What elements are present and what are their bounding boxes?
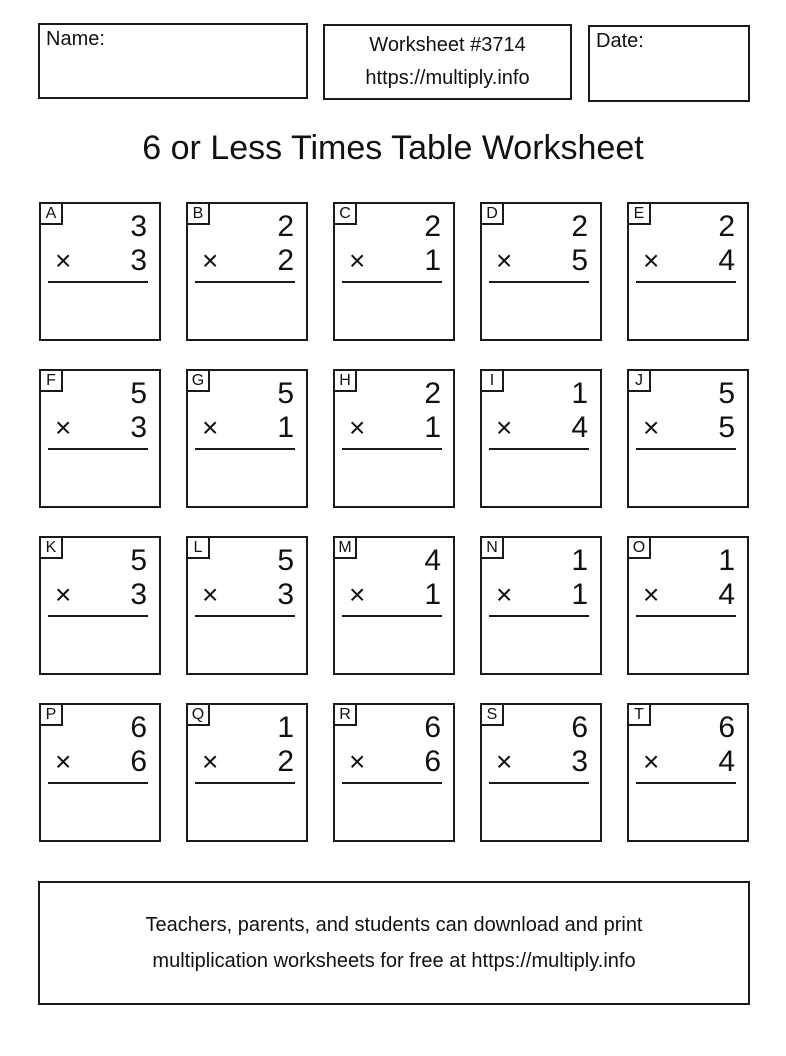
multiply-sign-icon: × <box>202 245 219 276</box>
problem-letter-badge: T <box>627 703 651 726</box>
problem-letter-badge: C <box>333 202 357 225</box>
problem-cell <box>480 369 602 508</box>
multiplier: 6 <box>130 745 147 778</box>
answer-line <box>342 281 442 283</box>
problem-cell <box>186 369 308 508</box>
problem-cell <box>333 703 455 842</box>
problem-letter-badge: O <box>627 536 651 559</box>
multiply-sign-icon: × <box>202 579 219 610</box>
multiplicand: 5 <box>130 544 147 577</box>
multiplier: 1 <box>277 411 294 444</box>
multiplier: 1 <box>571 578 588 611</box>
answer-line <box>342 615 442 617</box>
answer-line <box>489 448 589 450</box>
multiplier: 4 <box>718 745 735 778</box>
multiply-sign-icon: × <box>202 412 219 443</box>
multiplier: 3 <box>571 745 588 778</box>
problem-cell <box>480 536 602 675</box>
multiply-sign-icon: × <box>55 746 72 777</box>
problem-letter-badge: N <box>480 536 504 559</box>
multiply-sign-icon: × <box>496 412 513 443</box>
multiplicand: 2 <box>424 377 441 410</box>
page-title: 6 or Less Times Table Worksheet <box>142 129 644 167</box>
multiplicand: 3 <box>130 210 147 243</box>
answer-line <box>636 448 736 450</box>
problem-cell <box>627 202 749 341</box>
multiplicand: 1 <box>571 544 588 577</box>
problem-letter-badge: I <box>480 369 504 392</box>
answer-line <box>195 448 295 450</box>
multiply-sign-icon: × <box>496 245 513 276</box>
multiplier: 3 <box>130 411 147 444</box>
multiply-sign-icon: × <box>643 579 660 610</box>
multiply-sign-icon: × <box>55 245 72 276</box>
multiplicand: 5 <box>718 377 735 410</box>
answer-line <box>489 615 589 617</box>
multiplier: 4 <box>718 244 735 277</box>
problem-cell <box>186 536 308 675</box>
multiply-sign-icon: × <box>496 746 513 777</box>
multiply-sign-icon: × <box>55 579 72 610</box>
multiply-sign-icon: × <box>643 245 660 276</box>
answer-line <box>48 615 148 617</box>
multiplier: 4 <box>571 411 588 444</box>
footer-line1: Teachers, parents, and students can download and print <box>145 914 643 936</box>
problem-cell <box>39 202 161 341</box>
multiplicand: 4 <box>424 544 441 577</box>
problem-cell <box>333 369 455 508</box>
date-field-box <box>588 25 750 102</box>
multiply-sign-icon: × <box>202 746 219 777</box>
multiplier: 2 <box>277 244 294 277</box>
multiplicand: 2 <box>718 210 735 243</box>
problem-cell <box>333 202 455 341</box>
problem-cell <box>39 536 161 675</box>
multiplier: 5 <box>718 411 735 444</box>
answer-line <box>48 448 148 450</box>
multiply-sign-icon: × <box>496 579 513 610</box>
problem-letter-badge: E <box>627 202 651 225</box>
multiplicand: 2 <box>277 210 294 243</box>
multiplier: 6 <box>424 745 441 778</box>
answer-line <box>342 782 442 784</box>
problem-cell <box>480 202 602 341</box>
multiplicand: 5 <box>277 544 294 577</box>
problem-letter-badge: S <box>480 703 504 726</box>
multiplicand: 1 <box>277 711 294 744</box>
multiply-sign-icon: × <box>643 746 660 777</box>
problem-cell <box>186 703 308 842</box>
problem-letter-badge: F <box>39 369 63 392</box>
multiplicand: 6 <box>571 711 588 744</box>
multiplicand: 6 <box>424 711 441 744</box>
multiplicand: 5 <box>130 377 147 410</box>
problem-cell <box>627 703 749 842</box>
answer-line <box>636 782 736 784</box>
problem-letter-badge: Q <box>186 703 210 726</box>
answer-line <box>636 615 736 617</box>
name-label: Name: <box>46 28 105 50</box>
multiply-sign-icon: × <box>349 746 366 777</box>
answer-line <box>342 448 442 450</box>
multiplier: 3 <box>277 578 294 611</box>
multiplier: 1 <box>424 578 441 611</box>
problem-letter-badge: P <box>39 703 63 726</box>
problem-letter-badge: D <box>480 202 504 225</box>
answer-line <box>489 782 589 784</box>
multiply-sign-icon: × <box>349 579 366 610</box>
multiply-sign-icon: × <box>643 412 660 443</box>
answer-line <box>48 782 148 784</box>
problem-letter-badge: K <box>39 536 63 559</box>
name-field-box <box>38 23 308 99</box>
multiplier: 3 <box>130 244 147 277</box>
problem-letter-badge: R <box>333 703 357 726</box>
problem-cell <box>186 202 308 341</box>
problem-cell <box>480 703 602 842</box>
multiplier: 1 <box>424 244 441 277</box>
multiply-sign-icon: × <box>55 412 72 443</box>
problem-cell <box>627 369 749 508</box>
multiplier: 2 <box>277 745 294 778</box>
answer-line <box>195 615 295 617</box>
multiply-sign-icon: × <box>349 412 366 443</box>
multiplier: 5 <box>571 244 588 277</box>
multiplier: 1 <box>424 411 441 444</box>
problem-cell <box>39 703 161 842</box>
problem-cell <box>39 369 161 508</box>
problem-letter-badge: B <box>186 202 210 225</box>
problems-grid <box>39 202 749 842</box>
multiplicand: 1 <box>571 377 588 410</box>
problem-cell <box>627 536 749 675</box>
footer-box <box>38 881 750 1005</box>
answer-line <box>195 782 295 784</box>
problem-cell <box>333 536 455 675</box>
multiplier: 3 <box>130 578 147 611</box>
date-label: Date: <box>596 30 644 52</box>
multiplicand: 6 <box>130 711 147 744</box>
multiplier: 4 <box>718 578 735 611</box>
answer-line <box>489 281 589 283</box>
problem-letter-badge: M <box>333 536 357 559</box>
problem-letter-badge: G <box>186 369 210 392</box>
answer-line <box>195 281 295 283</box>
answer-line <box>48 281 148 283</box>
problem-letter-badge: J <box>627 369 651 392</box>
problem-letter-badge: H <box>333 369 357 392</box>
multiply-sign-icon: × <box>349 245 366 276</box>
multiplicand: 1 <box>718 544 735 577</box>
worksheet-info-box <box>323 24 572 100</box>
problem-letter-badge: L <box>186 536 210 559</box>
worksheet-number: Worksheet #3714 <box>369 34 526 56</box>
problem-letter-badge: A <box>39 202 63 225</box>
multiplicand: 2 <box>571 210 588 243</box>
answer-line <box>636 281 736 283</box>
multiplicand: 6 <box>718 711 735 744</box>
multiplicand: 2 <box>424 210 441 243</box>
footer-line2: multiplication worksheets for free at https://multiply.info <box>152 950 636 972</box>
multiplicand: 5 <box>277 377 294 410</box>
worksheet-url: https://multiply.info <box>365 67 530 89</box>
